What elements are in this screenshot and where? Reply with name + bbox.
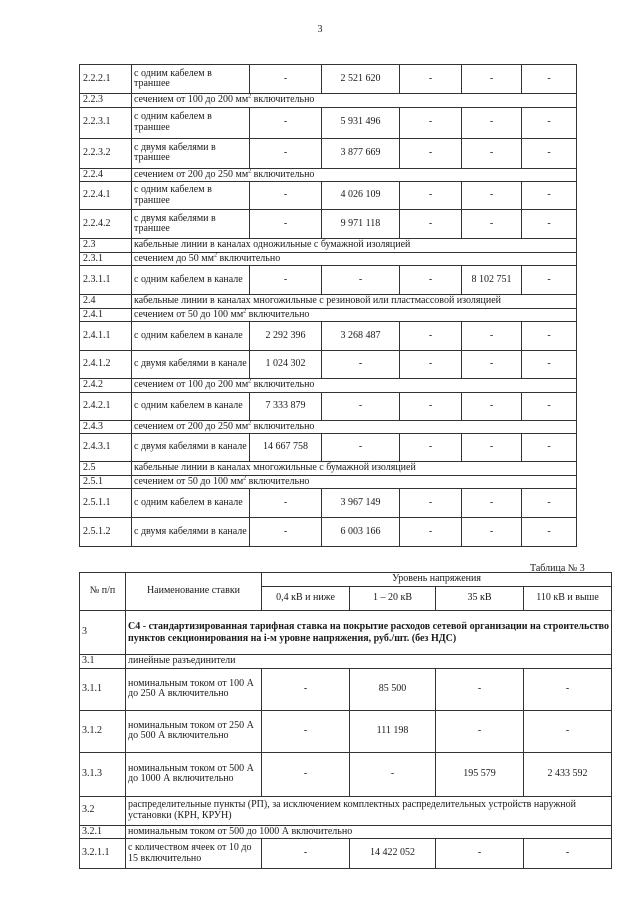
rate-value: - xyxy=(436,839,524,869)
row-code: 3.2 xyxy=(80,796,126,825)
rate-value: - xyxy=(522,138,577,168)
rate-value: 7 333 879 xyxy=(250,392,322,420)
section-row xyxy=(80,94,577,108)
rate-value: - xyxy=(522,434,577,462)
rate-value: - xyxy=(462,65,522,94)
rate-value: - xyxy=(250,266,322,295)
rate-value: - xyxy=(462,138,522,168)
rate-value: - xyxy=(400,210,462,239)
rate-value: - xyxy=(522,65,577,94)
section-title xyxy=(132,239,577,253)
rate-name: с одним кабелем в канале xyxy=(132,392,250,420)
table-row xyxy=(80,107,577,138)
rate-name: с одним кабелем в траншее xyxy=(132,107,250,138)
rate-name: с количеством ячеек от 10 до 15 включительно xyxy=(126,839,262,869)
section-row xyxy=(80,475,577,489)
rate-name: с двумя кабелями в канале xyxy=(132,434,250,462)
rate-name: номинальным током от 500 А до 1000 А включительно xyxy=(126,752,262,796)
row-code: 3.1.3 xyxy=(80,752,126,796)
table-row xyxy=(80,752,612,796)
section-title xyxy=(132,462,577,476)
rate-value: - xyxy=(462,210,522,239)
rate-value: - xyxy=(522,107,577,138)
unit-superscript: 2 xyxy=(213,252,217,259)
row-code: 2.5 xyxy=(80,462,132,476)
section-row xyxy=(80,239,577,253)
rate-value: - xyxy=(462,489,522,518)
rate-value: - xyxy=(522,351,577,379)
rate-value: 3 268 487 xyxy=(322,322,400,351)
row-code: 3 xyxy=(80,611,126,655)
row-code: 2.3.1.1 xyxy=(80,266,132,295)
rate-value: - xyxy=(400,65,462,94)
section-text: сечением до 50 мм xyxy=(134,252,214,264)
header-voltage-1-20kv: 1 – 20 кВ xyxy=(350,587,436,611)
rate-value: - xyxy=(250,518,322,547)
tariff-table-continuation xyxy=(79,64,577,547)
section-row xyxy=(80,611,612,655)
unit-superscript: 2 xyxy=(248,420,252,427)
row-code: 2.2.2.1 xyxy=(80,65,132,94)
header-row-number: № п/п xyxy=(80,573,126,611)
rate-value: - xyxy=(436,668,524,710)
table-row xyxy=(80,138,577,168)
row-code: 2.2.4.2 xyxy=(80,210,132,239)
rate-value: - xyxy=(400,138,462,168)
rate-value: - xyxy=(400,351,462,379)
section-title: номинальным током от 500 до 1000 А включительно xyxy=(126,825,612,839)
row-code: 2.4.2 xyxy=(80,379,132,393)
section-title xyxy=(132,475,577,489)
rate-value: - xyxy=(262,839,350,869)
rate-value: 2 521 620 xyxy=(322,65,400,94)
header-rate-name: Наименование ставки xyxy=(126,573,262,611)
rate-value: - xyxy=(400,434,462,462)
row-code: 3.1 xyxy=(80,655,126,669)
section-title xyxy=(132,94,577,108)
table-3-caption: Таблица № 3 xyxy=(530,563,585,574)
row-code: 3.2.1 xyxy=(80,825,126,839)
rate-value: 1 024 302 xyxy=(250,351,322,379)
section-title: линейные разъединители xyxy=(126,655,612,669)
rate-name: номинальным током от 250 А до 500 А включительно xyxy=(126,710,262,752)
rate-value: - xyxy=(262,668,350,710)
table-row xyxy=(80,210,577,239)
row-code: 2.5.1.1 xyxy=(80,489,132,518)
rate-value: - xyxy=(262,752,350,796)
rate-value: - xyxy=(522,392,577,420)
row-code: 2.2.3.2 xyxy=(80,138,132,168)
rate-value: - xyxy=(400,266,462,295)
section-row xyxy=(80,462,577,476)
section-row xyxy=(80,655,612,669)
rate-name: с двумя кабелями в канале xyxy=(132,351,250,379)
rate-value: - xyxy=(524,839,612,869)
rate-value: - xyxy=(522,182,577,210)
section-row xyxy=(80,825,612,839)
header-voltage-0-4kv: 0,4 кВ и ниже xyxy=(262,587,350,611)
rate-value: - xyxy=(250,107,322,138)
row-code: 2.4.1.1 xyxy=(80,322,132,351)
rate-value: - xyxy=(322,434,400,462)
rate-name: с одним кабелем в канале xyxy=(132,489,250,518)
section-text: сечением от 200 до 250 мм xyxy=(134,420,249,432)
rate-value: 14 422 052 xyxy=(350,839,436,869)
row-code: 2.4 xyxy=(80,295,132,309)
rate-value: - xyxy=(322,351,400,379)
section-row xyxy=(80,308,577,322)
section-text: сечением от 100 до 200 мм xyxy=(134,94,249,105)
rate-name: с одним кабелем в канале xyxy=(132,322,250,351)
rate-name: с двумя кабелями в канале xyxy=(132,518,250,547)
rate-group-title: С4 - стандартизированная тарифная ставка на покрытие расходов сетевой организации на строительство пунктов секционирования на i-м уровне напряжения, руб./шт. (без НДС) xyxy=(126,611,612,655)
rate-value: - xyxy=(400,107,462,138)
rate-value: 2 433 592 xyxy=(524,752,612,796)
rate-value: - xyxy=(250,489,322,518)
rate-value: - xyxy=(400,322,462,351)
rate-value: - xyxy=(250,65,322,94)
rate-value: 111 198 xyxy=(350,710,436,752)
rate-value: - xyxy=(462,434,522,462)
row-code: 2.4.1 xyxy=(80,308,132,322)
row-code: 2.2.4 xyxy=(80,168,132,182)
section-text-tail: включительно xyxy=(246,475,310,487)
unit-superscript: 2 xyxy=(248,93,252,100)
table-row xyxy=(80,322,577,351)
header-voltage-level: Уровень напряжения xyxy=(262,573,612,587)
header-voltage-110kv: 110 кВ и выше xyxy=(524,587,612,611)
rate-value: 5 931 496 xyxy=(322,107,400,138)
rate-value: - xyxy=(262,710,350,752)
table-row xyxy=(80,266,577,295)
row-code: 2.4.3.1 xyxy=(80,434,132,462)
section-text: кабельные линии в каналах многожильные с резиновой или пластмассовой изоляцией xyxy=(134,295,501,306)
row-code: 2.5.1.2 xyxy=(80,518,132,547)
rate-value: 4 026 109 xyxy=(322,182,400,210)
unit-superscript: 2 xyxy=(243,308,247,315)
row-code: 2.2.3 xyxy=(80,94,132,108)
section-title: распределительные пункты (РП), за исключением комплектных распределительных устройств наружной установки (КРН, КРУН) xyxy=(126,796,612,825)
section-title xyxy=(132,252,577,266)
section-text: сечением от 50 до 100 мм xyxy=(134,308,244,320)
row-code: 2.4.3 xyxy=(80,420,132,434)
unit-superscript: 2 xyxy=(248,168,252,175)
rate-value: - xyxy=(400,489,462,518)
table-row xyxy=(80,518,577,547)
tariff-table-3 xyxy=(79,572,612,869)
section-title xyxy=(132,308,577,322)
rate-value: 3 967 149 xyxy=(322,489,400,518)
row-code: 2.5.1 xyxy=(80,475,132,489)
section-title xyxy=(132,168,577,182)
section-row xyxy=(80,379,577,393)
rate-value: - xyxy=(322,266,400,295)
rate-value: 195 579 xyxy=(436,752,524,796)
table-row xyxy=(80,65,577,94)
rate-value: - xyxy=(522,322,577,351)
section-row xyxy=(80,168,577,182)
rate-value: - xyxy=(524,710,612,752)
table-row xyxy=(80,489,577,518)
section-text-tail: включительно xyxy=(246,308,310,320)
rate-value: - xyxy=(522,266,577,295)
rate-value: - xyxy=(522,518,577,547)
rate-value: - xyxy=(436,710,524,752)
rate-value: - xyxy=(322,392,400,420)
rate-value: - xyxy=(250,138,322,168)
table-row xyxy=(80,392,577,420)
row-code: 2.3 xyxy=(80,239,132,253)
section-row xyxy=(80,252,577,266)
row-code: 2.2.3.1 xyxy=(80,107,132,138)
rate-value: - xyxy=(400,182,462,210)
section-text: кабельные линии в каналах многожильные с бумажной изоляцией xyxy=(134,462,416,473)
rate-value: - xyxy=(462,107,522,138)
rate-value: - xyxy=(350,752,436,796)
rate-value: - xyxy=(462,392,522,420)
rate-value: - xyxy=(462,322,522,351)
page-number: 3 xyxy=(317,24,323,35)
rate-value: - xyxy=(522,489,577,518)
rate-value: - xyxy=(250,182,322,210)
unit-superscript: 2 xyxy=(243,475,247,482)
section-row xyxy=(80,420,577,434)
rate-value: 3 877 669 xyxy=(322,138,400,168)
rate-name: с одним кабелем в траншее xyxy=(132,182,250,210)
rate-name: с одним кабелем в канале xyxy=(132,266,250,295)
rate-value: 8 102 751 xyxy=(462,266,522,295)
rate-value: - xyxy=(522,210,577,239)
rate-name: номинальным током от 100 А до 250 А включительно xyxy=(126,668,262,710)
header-voltage-35kv: 35 кВ xyxy=(436,587,524,611)
section-title xyxy=(132,295,577,309)
rate-name: с двумя кабелями в траншее xyxy=(132,210,250,239)
rate-value: 2 292 396 xyxy=(250,322,322,351)
table-row xyxy=(80,182,577,210)
rate-value: 14 667 758 xyxy=(250,434,322,462)
rate-value: - xyxy=(462,518,522,547)
unit-superscript: 2 xyxy=(248,378,252,385)
row-code: 3.1.1 xyxy=(80,668,126,710)
rate-value: 6 003 166 xyxy=(322,518,400,547)
row-code: 3.1.2 xyxy=(80,710,126,752)
rate-value: - xyxy=(250,210,322,239)
rate-value: - xyxy=(462,182,522,210)
section-text-tail: включительно xyxy=(251,379,315,390)
section-text-tail: включительно xyxy=(216,252,281,264)
rate-value: - xyxy=(524,668,612,710)
row-code: 2.3.1 xyxy=(80,252,132,266)
section-text-tail: включительно xyxy=(251,420,315,432)
row-code: 2.4.2.1 xyxy=(80,392,132,420)
rate-value: 85 500 xyxy=(350,668,436,710)
section-text: сечением от 200 до 250 мм xyxy=(134,168,249,180)
table-row xyxy=(80,839,612,869)
section-row xyxy=(80,295,577,309)
rate-value: - xyxy=(462,351,522,379)
section-text: сечением от 50 до 100 мм xyxy=(134,475,244,487)
section-text: сечением от 100 до 200 мм xyxy=(134,379,249,390)
table-row xyxy=(80,434,577,462)
section-text: кабельные линии в каналах одножильные с бумажной изоляцией xyxy=(134,239,411,250)
table-row xyxy=(80,668,612,710)
table-row xyxy=(80,351,577,379)
rate-name: с одним кабелем в траншее xyxy=(132,65,250,94)
row-code: 3.2.1.1 xyxy=(80,839,126,869)
rate-value: 9 971 118 xyxy=(322,210,400,239)
rate-value: - xyxy=(400,392,462,420)
rate-name: с двумя кабелями в траншее xyxy=(132,138,250,168)
section-text-tail: включительно xyxy=(251,168,315,180)
section-text-tail: включительно xyxy=(251,94,315,105)
section-row xyxy=(80,796,612,825)
table-row xyxy=(80,710,612,752)
row-code: 2.2.4.1 xyxy=(80,182,132,210)
section-title xyxy=(132,420,577,434)
rate-value: - xyxy=(400,518,462,547)
section-title xyxy=(132,379,577,393)
row-code: 2.4.1.2 xyxy=(80,351,132,379)
